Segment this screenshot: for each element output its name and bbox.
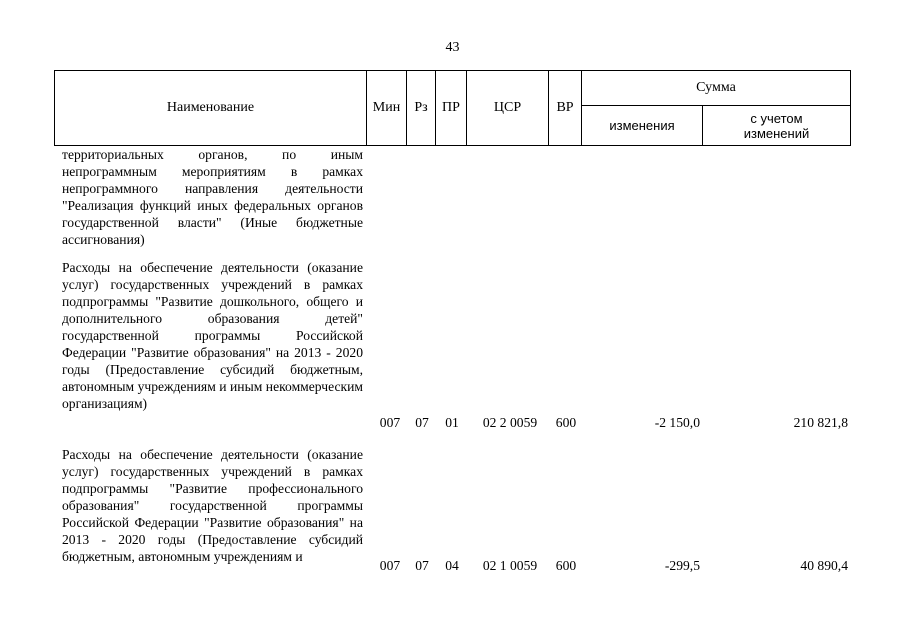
- header-sum: Сумма: [696, 80, 736, 95]
- header-with-change: [703, 106, 850, 145]
- header-min: Мин: [372, 100, 401, 115]
- row-pr: 01: [445, 415, 459, 430]
- row-rz: 07: [415, 415, 429, 430]
- header-change: изменения: [609, 118, 675, 133]
- header-right-border: [850, 70, 851, 146]
- row-pr: 04: [445, 558, 459, 573]
- row-rz: 07: [415, 558, 429, 573]
- row-name: Расходы на обеспечение деятельности (оказание услуг) государственных учреждений в рамках подпрограммы "Развитие профессионального образования" государственной программы Российской Федерации "Развитие образования" на 2013 - 2020 годы (Предоставление субсидий бюджетным, автономным учреждениям и: [62, 447, 363, 564]
- page-number: 43: [445, 40, 460, 55]
- row-min: 007: [379, 558, 401, 573]
- row-name: Расходы на обеспечение деятельности (оказание услуг) государственных учреждений в рамках подпрограммы "Развитие дошкольного, общего и дополнительного образования детей" государственной программы Российской Федерации "Развитие образования" на 2013 - 2020 годы (Предоставление субсидий бюджетным, автономным учреждениям и иным некоммерческим организациям): [62, 260, 363, 411]
- header-rz: Рз: [414, 100, 428, 115]
- row-vr: 600: [555, 415, 577, 430]
- row-change: -2 150,0: [654, 415, 700, 430]
- header-csr: ЦСР: [493, 100, 522, 115]
- header-with-change-line1: с учетом: [750, 110, 803, 126]
- row-total: 210 821,8: [793, 415, 848, 430]
- row-csr: 02 1 0059: [482, 558, 538, 573]
- header-name: Наименование: [166, 100, 255, 115]
- header-with-change-line2: изменений: [743, 125, 810, 141]
- row-min: 007: [379, 415, 401, 430]
- header-pr: ПР: [442, 100, 460, 115]
- row-change: -299,5: [664, 558, 700, 573]
- row-name: территориальных органов, по иным непрограммным мероприятиям в рамках непрограммного направления деятельности "Реализация функций иных федеральных органов государственной власти" (Иные бюджетные ассигнования): [62, 147, 363, 247]
- header-vr: ВР: [556, 100, 574, 115]
- row-csr: 02 2 0059: [482, 415, 538, 430]
- row-vr: 600: [555, 558, 577, 573]
- row-total: 40 890,4: [800, 558, 848, 573]
